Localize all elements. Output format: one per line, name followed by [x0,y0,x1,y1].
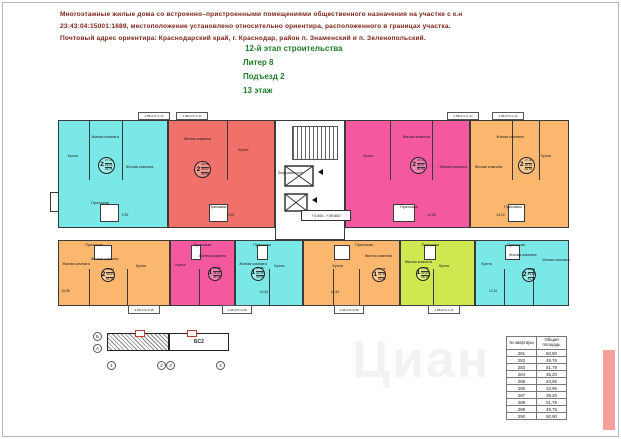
area-figure: 51,79 [106,276,114,281]
room-label: Кухня [332,264,343,269]
apartment-number: 290 [507,413,537,420]
apartment-area: 35,20 [537,371,567,378]
floor-title: 13 этаж [243,86,273,95]
area-figure: 15,70 [213,265,221,270]
partition-wall [89,269,90,305]
axis-bubble-col: 2 [157,361,166,370]
room-label: Кухня [540,153,551,158]
apt-bottom-3 [235,240,303,306]
room-label: Жилая комната [496,134,524,139]
apartment-number: 284 [507,371,537,378]
entrance-title: Подъезд 2 [243,72,285,81]
partition-wall [504,269,505,305]
room-label: Жилая комната [439,164,467,169]
apartment-area: 50,90 [537,350,567,357]
partition-wall [127,269,128,305]
table-row [507,350,567,357]
facade-notch [50,192,59,212]
balcony [428,305,460,314]
table-row [507,357,567,364]
room-count: 2 [100,161,104,169]
area-figure: 49,76 [524,167,533,172]
room-label: Жилая комната [404,260,433,265]
apartment-area: 23,95 [537,378,567,385]
balcony [176,112,208,120]
table-header-number: № квартиры [507,337,537,350]
apartment-number: 289 [507,406,537,413]
door-mark-icon [318,169,323,175]
area-figures [528,268,536,281]
balcony-dimension: 2,88x0,5=1,44 [498,114,518,118]
balcony-dimension: 1,96x0,5=0,98 [339,307,359,312]
room-label: Кухня [481,261,492,266]
bathroom [100,204,119,222]
apartment-type-badge [194,161,211,178]
apt-top-2 [168,120,275,228]
area-figures [256,267,264,280]
apartment-number: 287 [507,392,537,399]
block-label: БС2 [194,339,204,345]
apartment-area: 49,76 [537,357,567,364]
axis-bubble-col: 3 [166,361,175,370]
key-plan-core-chip [135,330,145,337]
apt-bottom-2 [170,240,235,306]
area-figure: 23,95 [377,276,386,281]
area-figures [213,267,221,280]
apartment-number: 282 [507,357,537,364]
room-label: Прихожая [400,204,418,209]
apartment-area: 49,76 [537,406,567,413]
area-figures [525,159,533,172]
room-label: Прихожая [421,243,440,248]
area-figure: 17,25 [377,267,386,272]
project-description [60,9,565,45]
room-label: Кухня [136,264,147,269]
area-figure: 49,76 [104,167,113,172]
apt-bottom-5 [400,240,475,306]
apt-top-3 [345,120,470,228]
description-line-1: Многоэтажные жилые дома со встроенно–пристроенными помещениями общественного назначения на участке с к.н [60,11,463,18]
balcony-dimension: 2,88x0,5=1,44 [144,114,164,118]
dimension-label: 10,34 [330,289,340,294]
room-label: Прихожая [253,243,271,248]
balcony [492,112,524,120]
watermark-text: Циан [352,331,491,389]
apartment-type-badge [98,157,115,174]
room-label: Кухня [363,153,374,158]
balcony-dimension: 1,96x0,5=0,98 [227,307,247,312]
apartment-type-badge [101,268,115,282]
room-label: Жилая комната [474,164,503,169]
balcony [447,112,479,120]
key-plan-core-chip [187,330,197,337]
table-row [507,371,567,378]
apartment-type-badge [518,157,535,174]
door-mark-icon [312,197,317,203]
balcony-dimension: 3,96x0,5=1,98 [134,307,154,312]
dimension-label: 9,25 [121,213,129,218]
partition-wall [359,269,360,305]
apartment-area: 51,79 [537,364,567,371]
room-count: 2 [101,270,106,278]
room-label: Жилая комната [90,256,119,261]
description-line-3: Почтовый адрес ориентира: Краснодарский край, г. Краснодар, район п. Знаменский и п. Зеленопольский. [60,35,426,42]
partition-wall [512,121,513,180]
room-count: 2 [522,270,527,278]
partition-wall [199,269,200,305]
partition-wall [122,121,123,180]
balcony-dimension: 2,88x0,5=1,44 [434,307,454,312]
area-figure: 48,23 [104,162,113,167]
table-row [507,413,567,420]
balcony [334,305,364,314]
table-header-area: Общая площадь [537,337,567,350]
partition-wall [539,121,540,180]
area-figure: 28,10 [417,157,425,162]
apt-bottom-1 [58,240,170,306]
room-count: 1 [373,270,377,278]
apartment-number: 283 [507,364,537,371]
axis-bubble-row: А [93,344,102,353]
balcony-dimension: 2,88x0,5=1,44 [182,114,202,118]
area-figure: 28,10 [201,162,209,167]
area-figure: 35,20 [213,275,221,280]
apt-top-4 [470,120,569,228]
apartment-number: 288 [507,399,537,406]
apartment-area-table [506,336,567,420]
balcony [128,305,160,314]
partition-wall [433,269,434,305]
room-label: Жилая комната [239,261,267,266]
table-row [507,399,567,406]
apartment-number: 286 [507,385,537,392]
room-label: Кухня [438,264,450,269]
table-row [507,364,567,371]
room-label: Жилая комната [183,136,212,141]
dimension-label: 9,20 [227,213,235,218]
area-figure: 49,37 [201,166,209,171]
area-figures [417,159,425,172]
room-label: Жилая комната [125,164,154,169]
area-figure: 27,18 [524,157,533,162]
balcony [138,112,170,120]
area-figures [378,268,386,281]
bathroom [334,245,349,260]
liter-title: Литер 8 [243,58,274,67]
area-figure: 50,90 [417,167,425,172]
apartment-type-badge [522,268,536,282]
partition-wall [432,121,433,180]
room-label: Жилая комната [542,257,570,262]
room-label: Жилая комната [509,252,537,257]
room-label: Жилая комната [364,254,393,259]
area-figures [421,267,429,280]
apartment-number: 281 [507,350,537,357]
partition-wall [269,269,270,305]
room-count: 2 [412,161,416,169]
area-figure: 27,18 [104,157,113,162]
area-figures [106,268,114,281]
area-figure: 33,24 [421,270,429,275]
room-label: Прихожая [355,243,373,248]
area-figure: 33,24 [213,270,221,275]
stair-elevator-core [275,120,345,240]
axis-bubble-col: 4 [216,361,225,370]
elevation-marker: +3.000...+39.600 [301,210,351,221]
room-count: 1 [251,269,256,277]
table-row [507,392,567,399]
area-figures [201,163,209,176]
area-figure: 17,25 [256,265,264,270]
apartment-type-badge [251,267,265,281]
room-label: Кухня [274,264,285,269]
area-figure: 48,23 [524,162,533,167]
area-figure: 22,49 [256,270,264,275]
key-plan [85,327,255,375]
apartment-area: 35,20 [537,392,567,399]
room-label: Жилая комната [91,134,119,139]
area-figures [105,159,113,172]
room-count: 2 [519,161,524,169]
apartment-type-badge [410,157,427,174]
axis-bubble-row: Б [93,332,102,341]
room-label: Прихожая [85,243,103,248]
area-figure: 50,21 [527,272,536,276]
axis-bubble-col: 1 [107,361,116,370]
partition-wall [390,121,391,180]
room-label: Прихожая [208,204,227,209]
dimension-label: 14,20 [496,213,505,218]
partition-wall [89,121,90,180]
dimension-label: 10,54 [259,289,269,294]
apt-bottom-4 [303,240,400,306]
apartment-type-badge [208,267,222,281]
room-label: Прихожая [503,204,522,209]
area-figure: 28,54 [527,267,536,272]
table-row [507,378,567,385]
partition-wall [333,269,334,305]
room-label: Прихожая [507,243,525,248]
table-row [507,406,567,413]
dimension-label: 12,51 [488,288,498,293]
elevator-shaft-icon [284,165,314,187]
area-figure: 49,37 [417,162,425,167]
description-line-2: 23:43:04:15001:1689, местоположение установлено относительно ориентира, расположенного в границах участка. [60,23,451,30]
dimension-label: 15,95 [61,288,70,293]
apartment-number: 285 [507,378,537,385]
table-row [507,385,567,392]
elevator-hall-label: Лифтовый холл [278,171,303,175]
area-figure: 23,95 [256,275,264,280]
room-label: Прихожая [91,200,109,205]
balcony-dimension: 2,88x0,5=1,44 [453,114,473,118]
area-figure: 50,90 [201,171,209,176]
room-count: 2 [196,165,201,173]
area-figure: 35,20 [421,275,429,280]
apt-bottom-6 [475,240,569,306]
apartment-type-badge [416,267,430,281]
apartment-area: 23,95 [537,385,567,392]
apartment-area: 51,79 [537,399,567,406]
room-label: Прихожая [193,243,212,248]
area-figure: 50,21 [106,272,114,276]
partition-wall [227,121,228,180]
room-label: Жилая комната [198,254,227,259]
room-label: Кухня [175,263,186,268]
area-figure: 22,49 [377,272,386,276]
apartment-area: 50,90 [537,413,567,420]
area-figure: 51,79 [527,276,536,281]
area-figure: 15,70 [421,265,429,270]
apartment-type-badge [372,268,386,282]
apt-top-1 [58,120,168,228]
staircase-icon [292,126,338,160]
room-label: Кухня [67,153,78,158]
watermark-logo-bar [603,350,615,430]
room-label: Жилая комната [402,134,431,139]
room-count: 1 [208,269,213,277]
stage-title: 12-й этап строительства [245,44,343,53]
room-count: 1 [416,269,421,277]
dimension-label: 14,35 [427,213,436,218]
room-label: Кухня [238,147,249,152]
room-label: Жилая комната [62,261,90,266]
balcony [222,305,252,314]
area-figure: 28,54 [106,267,114,272]
